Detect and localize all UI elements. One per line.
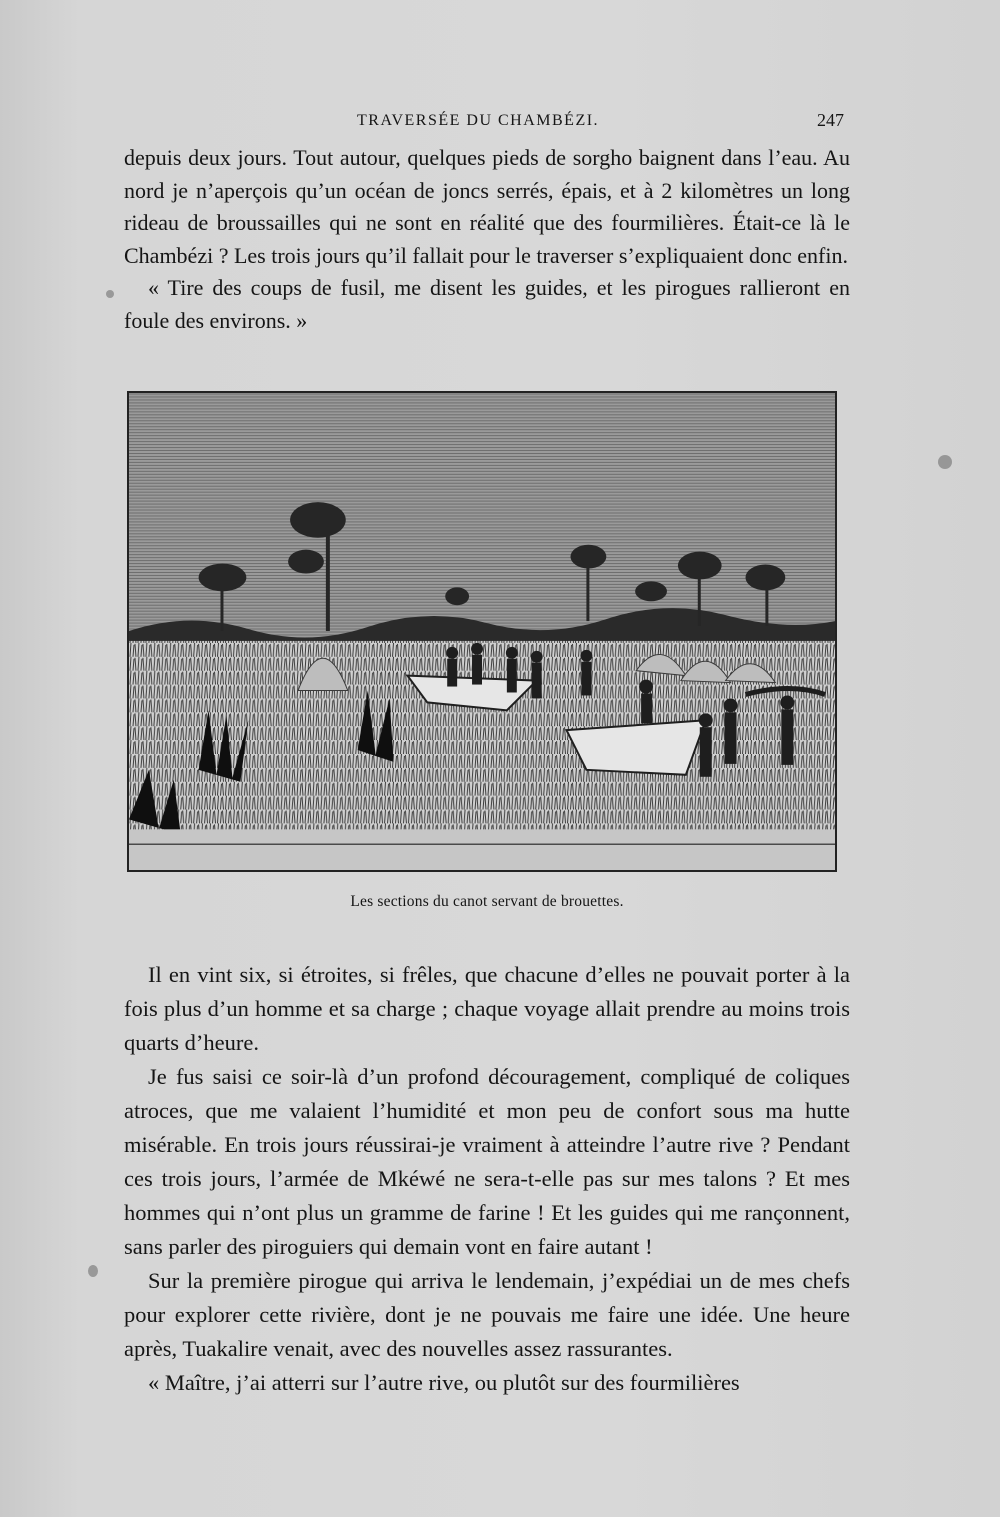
paragraph: Il en vint six, si étroites, si frêles, que chacune d’elles ne pouvait porter à la fois plus d’un homme et sa charge ; chaque voyage allait prendre au moins trois quarts d’heure. — [124, 962, 850, 1055]
paragraph: « Tire des coups de fusil, me disent les guides, et les pirogues rallieront en foule des environs. » — [124, 275, 850, 333]
text-block-top — [124, 142, 850, 337]
figure-caption: Les sections du canot servant de brouettes. — [350, 893, 624, 910]
paragraph: Je fus saisi ce soir-là d’un profond découragement, compliqué de coliques atroces, que me valaient l’humidité et mon peu de confort sous ma hutte misérable. En trois jours réussirai-je vraiment à atteindre l’autre rive ? Pendant ces trois jours, l’armée de Mkéwé ne sera-t-elle pas sur mes talons ? Et mes hommes qui n’ont plus un gramme de farine ! Et les guides qui me rançonnent, sans parler des piroguiers qui demain vont en faire autant ! — [124, 1064, 850, 1259]
paragraph: « Maître, j’ai atterri sur l’autre rive, ou plutôt sur des fourmilières — [148, 1370, 740, 1395]
paper-speck — [106, 290, 114, 298]
sky-hatching — [129, 393, 835, 641]
engraving-illustration — [127, 391, 837, 872]
paragraph: depuis deux jours. Tout autour, quelques pieds de sorgho baignent dans l’eau. Au nord je n’aperçois qu’un océan de joncs serrés, épais, et à 2 kilomètres un long rideau de broussailles qui ne sont en réalité que des fourmilières. Était-ce là le Chambézi ? Les trois jours qu’il fallait pour le traverser s’expliquaient donc enfin. — [124, 145, 850, 268]
engraving-canvas — [129, 393, 835, 870]
running-title: TRAVERSÉE DU CHAMBÉZI. — [357, 112, 600, 129]
page-header — [122, 112, 848, 140]
page-number: 247 — [817, 110, 844, 130]
paper-speck — [88, 1265, 98, 1277]
paragraph: Sur la première pirogue qui arriva le lendemain, j’expédiai un de mes chefs pour explorer cette rivière, dont je ne pouvais me faire une idée. Une heure après, Tuakalire venait, avec des nouvelles assez rassurantes. — [124, 1268, 850, 1361]
water-line — [129, 829, 835, 870]
paper-speck — [938, 455, 952, 469]
text-block-bottom — [124, 958, 850, 1400]
